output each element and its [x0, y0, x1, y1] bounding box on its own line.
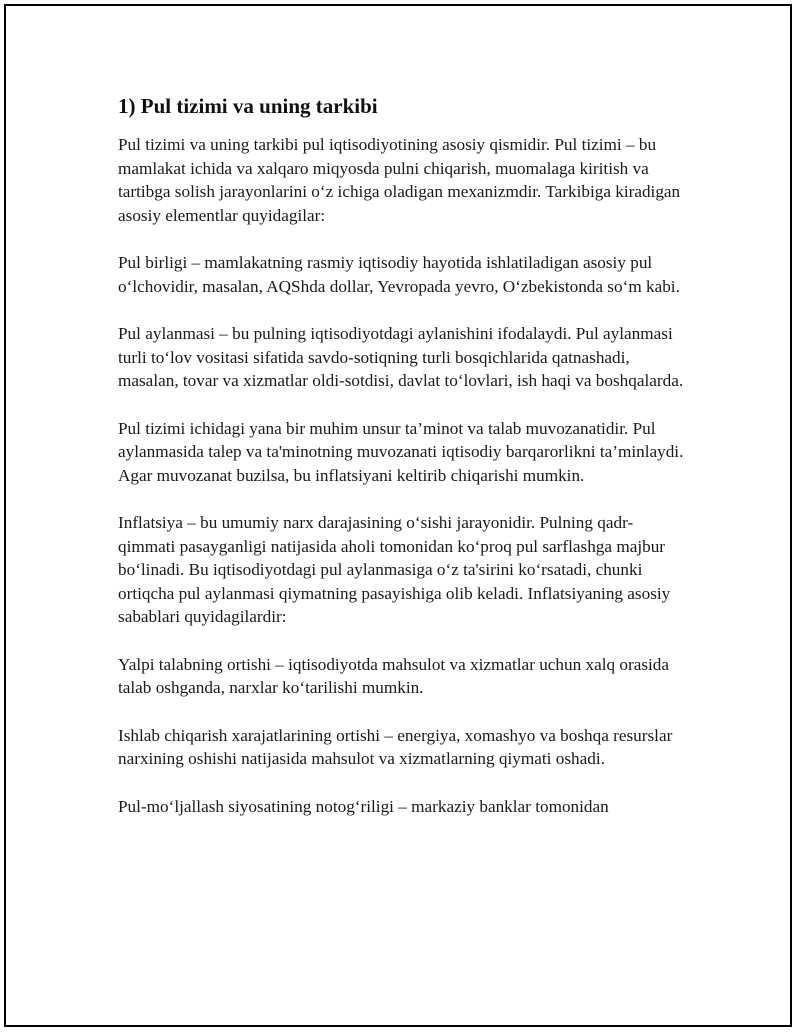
section-heading: 1) Pul tizimi va uning tarkibi: [118, 94, 378, 118]
paragraph-inflatsiya: Inflatsiya – bu umumiy narx darajasining o‘sishi jarayonidir. Pulning qadr-qimmati pasayganligi natijasida aholi tomonidan ko‘proq pul sarflashga majbur bo‘linadi. Bu iqtisodiyotdagi pul aylanmasiga o‘z ta'sirini ko‘rsatadi, chunki ortiqcha pul aylanmasi qiymatning pasayishiga olib keladi. Inflatsiyaning asosiy sabablari quyidagilardir:: [118, 513, 671, 626]
paragraph-pul-siyosati: Pul-mo‘ljallash siyosatining notog‘riligi – markaziy banklar tomonidan: [118, 796, 609, 816]
paragraph-pul-birligi: Pul birligi – mamlakatning rasmiy iqtisodiy hayotida ishlatiladigan asosiy pul o‘lchovidir, masalan, AQShda dollar, Yevropada yevro, O‘zbekistonda so‘m kabi.: [118, 253, 680, 296]
paragraph-yalpi-talab: Yalpi talabning ortishi – iqtisodiyotda mahsulot va xizmatlar uchun xalq orasida talab oshganda, narxlar ko‘tarilishi mumkin.: [118, 654, 670, 697]
document-body: [118, 93, 688, 842]
paragraph-pul-aylanmasi: Pul aylanmasi – bu pulning iqtisodiyotdagi aylanishini ifodalaydi. Pul aylanmasi turli to‘lov vositasi sifatida savdo-sotiqning turli bosqichlarida qatnashadi, masalan, tovar va xizmatlar oldi-sotdisi, davlat to‘lovlari, ish haqi va boshqalarda.: [118, 324, 684, 390]
paragraph-xarajatlar: Ishlab chiqarish xarajatlarining ortishi – energiya, xomashyo va boshqa resurslar narxining oshishi natijasida mahsulot va xizmatlarning qiymati oshadi.: [118, 725, 673, 768]
paragraph-talab-muvozanati: Pul tizimi ichidagi yana bir muhim unsur ta’minot va talab muvozanatidir. Pul aylanmasida talep va ta'minotning muvozanati iqtisodiy barqarorlikni ta’minlaydi. Agar muvozanat buzilsa, bu inflatsiyani keltirib chiqarishi mumkin.: [118, 418, 684, 485]
paragraph-intro: Pul tizimi va uning tarkibi pul iqtisodiyotining asosiy qismidir. Pul tizimi – bu mamlakat ichida va xalqaro miqyosda pulni chiqarish, muomalaga kiritish va tartibga solish jarayonlarini o‘z ichiga oladigan mexanizmdir. Tarkibiga kiradigan asosiy elementlar quyidagilar:: [118, 135, 681, 225]
